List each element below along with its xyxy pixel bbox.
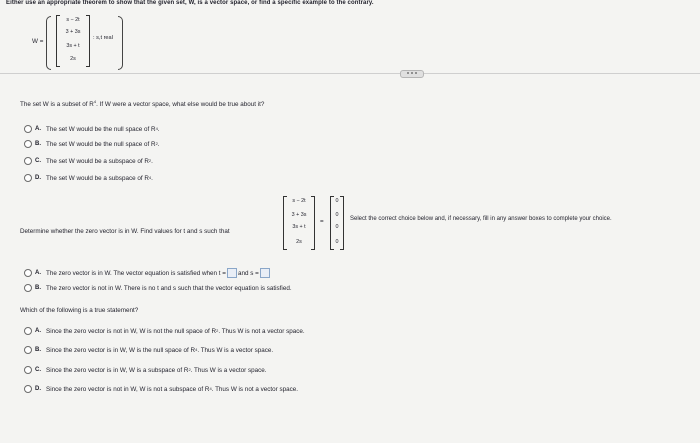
q1-option-d[interactable]: D. The set W would be a subspace of R 4 . [24,174,153,182]
q3-option-d[interactable]: D. Since the zero vector is not in W, W is not a subspace of R 4 . Thus W is not a vector space. [24,385,298,393]
dot-icon [415,72,417,74]
set-brace-left [46,16,51,70]
expand-handle[interactable] [400,70,424,78]
dot-icon [411,72,413,74]
zero-entry: 0 [335,239,339,245]
radio-button[interactable] [24,269,32,277]
q3-option-a[interactable]: A. Since the zero vector is not in W, W is not the null space of R 2 . Thus W is not a vector space. [24,327,305,335]
radio-button[interactable] [24,174,32,182]
radio-button[interactable] [24,327,32,335]
t-answer-input[interactable] [227,268,237,278]
q1-option-c[interactable]: C. The set W would be a subspace of R 2 . [24,157,153,165]
q3-option-b[interactable]: B. Since the zero vector is in W, W is the null space of R 4 . Thus W is a vector space. [24,346,273,354]
set-label: W = [32,38,44,45]
q1-prompt: The set W is a subset of $R^4$. If W were a vector space, what else would be true about it? [20,98,265,108]
q1-option-a[interactable]: A. The set W would be the null space of R 4 . [24,125,160,133]
q1-option-b[interactable]: B. The set W would be the null space of R 2 . [24,140,160,148]
set-entry: s − 2t [66,17,80,23]
vector-entry: 2s [296,239,302,245]
section-divider [0,73,700,74]
radio-button[interactable] [24,366,32,374]
q2-zero-vector [330,196,344,250]
set-entry: 3s + t [66,43,80,49]
s-answer-input[interactable] [260,268,270,278]
radio-button[interactable] [24,385,32,393]
q2-prompt: Determine whether the zero vector is in W. Find values for t and s such that [20,228,230,235]
set-vector [56,15,90,67]
radio-button[interactable] [24,346,32,354]
equals-sign: = [320,218,324,225]
vector-entry: s − 2t [292,198,306,204]
zero-entry: 0 [335,224,339,230]
set-entry: 2s [70,56,76,62]
radio-button[interactable] [24,284,32,292]
radio-button[interactable] [24,125,32,133]
radio-button[interactable] [24,157,32,165]
problem-instruction: Either use an appropriate theorem to show that the given set, W, is a vector space, or find a specific example to the contrary. [6,0,374,6]
vector-entry: 3 + 3s [291,212,307,218]
vector-entry: 3s + t [292,224,306,230]
q3-option-c[interactable]: C. Since the zero vector is in W, W is a subspace of R 2 . Thus W is a vector space. [24,366,267,374]
q2-instruction: Select the correct choice below and, if necessary, fill in any answer boxes to complete your choice. [350,216,612,222]
zero-entry: 0 [335,198,339,204]
q2-vector [283,196,315,250]
set-entry: 3 + 3s [65,29,81,35]
dot-icon [407,72,409,74]
zero-entry: 0 [335,212,339,218]
q2-option-b[interactable]: B. The zero vector is not in W. There is no t and s such that the vector equation is satisfied. [24,284,292,292]
set-condition: : s,t real [93,35,113,41]
q2-option-a[interactable]: A. The zero vector is in W. The vector equation is satisfied when t = and s = [24,268,271,278]
radio-button[interactable] [24,140,32,148]
q3-prompt: Which of the following is a true statement? [20,307,139,314]
set-brace-right [118,16,123,70]
